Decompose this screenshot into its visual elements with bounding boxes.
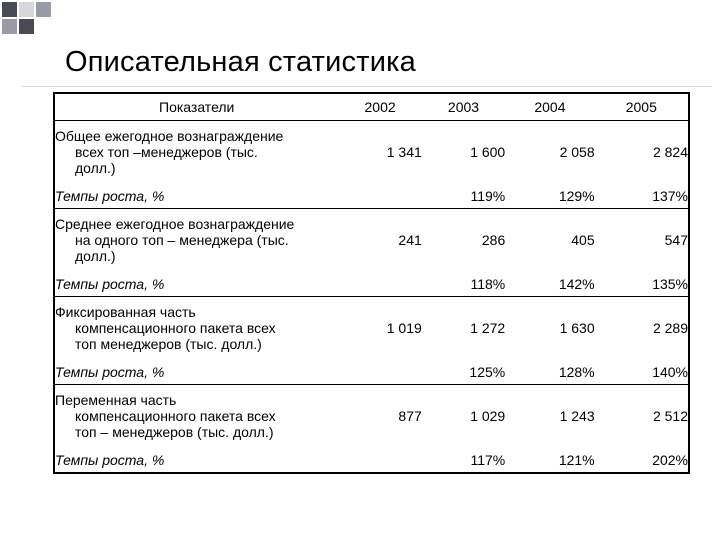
cell-value: 1 600: [422, 121, 505, 184]
cell-value: 1 243: [505, 385, 594, 448]
cell-value: 1 029: [422, 385, 505, 448]
row-label-line: всех топ –менеджеров (тыс.: [75, 144, 258, 161]
cell-value: 129%: [558, 187, 595, 204]
table-row: [54, 385, 689, 448]
growth-rate-row: [54, 184, 689, 209]
header-label: Показатели: [54, 93, 338, 121]
growth-rate-row: [54, 272, 689, 297]
decor-square: [19, 2, 34, 17]
row-label: Темпы роста, %: [55, 363, 165, 380]
cell-value: 118%: [470, 275, 506, 292]
cell-value: [338, 272, 421, 297]
cell-value: 2 824: [595, 121, 689, 184]
cell-value: [338, 360, 421, 385]
header-year-2002: 2002: [338, 93, 421, 121]
cell-value: 1 630: [505, 297, 594, 360]
decor-square: [36, 2, 51, 17]
cell-value: 128%: [558, 363, 595, 380]
cell-value: [338, 184, 421, 209]
row-label-line: Фиксированная часть: [55, 304, 196, 321]
cell-value: 1 272: [422, 297, 505, 360]
cell-value: 877: [338, 385, 421, 448]
corner-decoration: [0, 0, 60, 40]
cell-value: 241: [338, 209, 421, 272]
row-label-line: долл.): [75, 160, 116, 177]
row-label-line: долл.): [75, 248, 116, 265]
decor-square: [2, 19, 17, 34]
row-label-line: топ менеджеров (тыс. долл.): [75, 336, 262, 353]
row-label-line: топ – менеджеров (тыс. долл.): [75, 424, 274, 441]
cell-value: 1 341: [338, 121, 421, 184]
row-label-line: Переменная часть: [55, 392, 177, 409]
cell-value: 121%: [558, 451, 595, 468]
table-row: [54, 297, 689, 360]
statistics-table: [53, 92, 690, 474]
table-row: [54, 209, 689, 272]
row-label-line: компенсационного пакета всех: [75, 320, 276, 337]
cell-value: 2 289: [595, 297, 689, 360]
header-year-2004: 2004: [505, 93, 594, 121]
table-row: [54, 121, 689, 184]
table-header-row: [54, 93, 689, 121]
cell-value: 1 019: [338, 297, 421, 360]
page-title: Описательная статистика: [65, 46, 416, 78]
cell-value: 405: [505, 209, 594, 272]
cell-value: 137%: [652, 187, 688, 204]
cell-value: 2 512: [595, 385, 689, 448]
row-label: Темпы роста, %: [55, 187, 165, 204]
cell-value: 547: [595, 209, 689, 272]
cell-value: 135%: [652, 275, 688, 292]
row-label: [54, 209, 338, 272]
header-year-2003: 2003: [422, 93, 505, 121]
row-label: [54, 385, 338, 448]
header-year-2005: 2005: [595, 93, 689, 121]
title-underline: [22, 86, 712, 87]
decor-square: [2, 2, 17, 17]
cell-value: [338, 448, 421, 473]
cell-value: 117%: [470, 451, 506, 468]
cell-value: 2 058: [505, 121, 594, 184]
row-label-line: Общее ежегодное вознаграждение: [55, 128, 284, 145]
row-label: Темпы роста, %: [55, 451, 165, 468]
cell-value: 286: [422, 209, 505, 272]
decor-square: [19, 19, 34, 34]
row-label-line: компенсационного пакета всех: [75, 408, 276, 425]
cell-value: 140%: [652, 363, 688, 380]
cell-value: 142%: [558, 275, 595, 292]
cell-value: 125%: [469, 363, 506, 380]
growth-rate-row: [54, 448, 689, 473]
row-label: Темпы роста, %: [55, 275, 165, 292]
row-label: [54, 121, 338, 184]
row-label-line: Среднее ежегодное вознаграждение: [55, 216, 295, 233]
cell-value: 202%: [652, 451, 688, 468]
row-label-line: на одного топ – менеджера (тыс.: [75, 232, 289, 249]
row-label: [54, 297, 338, 360]
cell-value: 119%: [470, 187, 506, 204]
growth-rate-row: [54, 360, 689, 385]
